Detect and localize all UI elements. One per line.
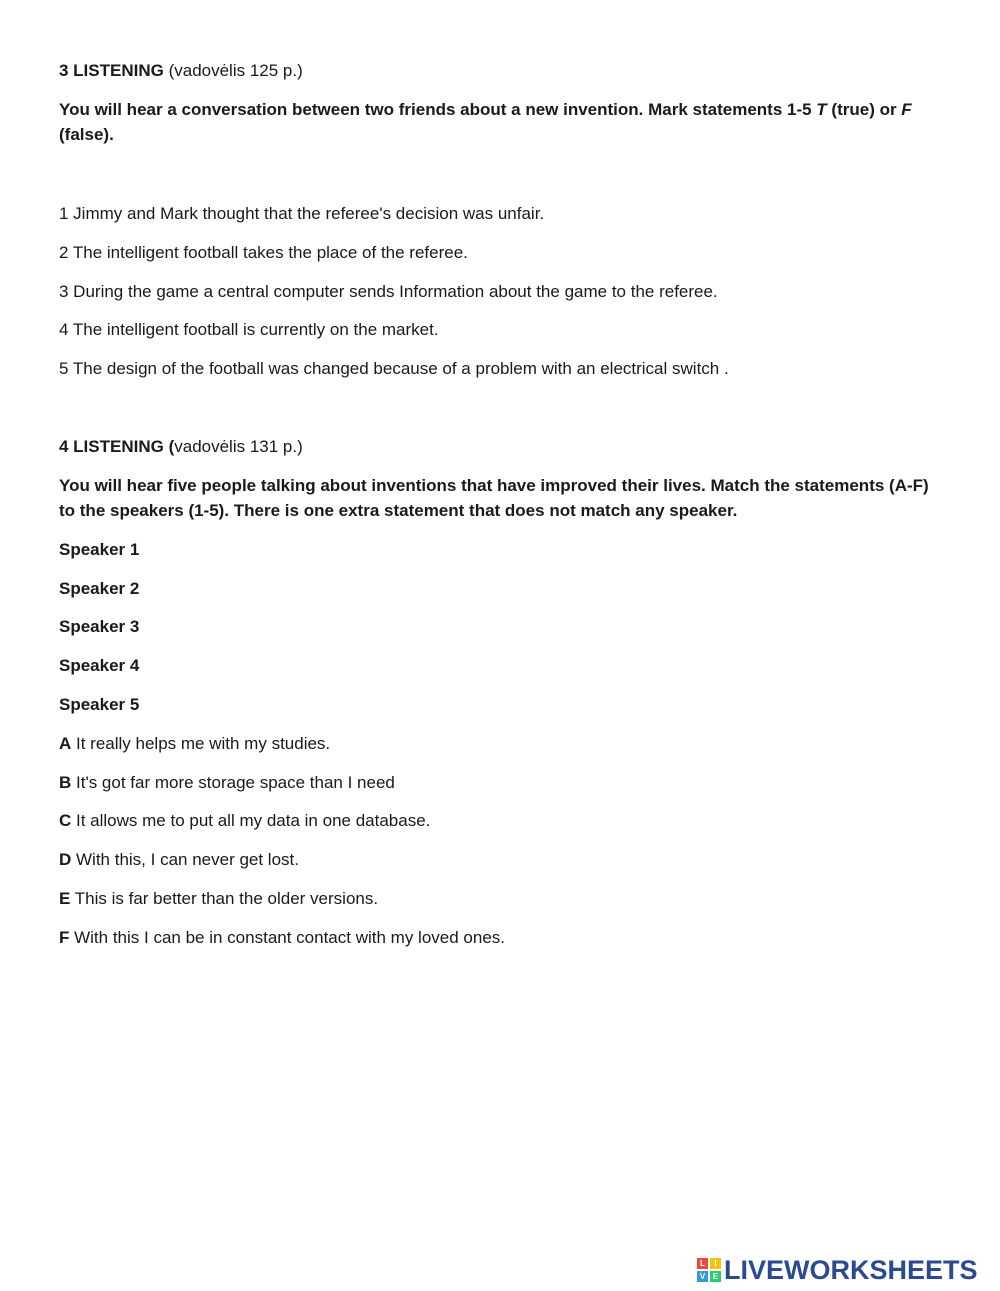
option-e [59, 886, 378, 911]
section3-instruction [59, 97, 939, 147]
option-letter: C [59, 811, 72, 830]
logo-blocks-icon [697, 1258, 721, 1282]
option-d [59, 847, 299, 872]
option-text: This is far better than the older versions. [70, 889, 379, 908]
logo-block-v: V [697, 1271, 708, 1282]
option-c [59, 808, 430, 833]
statement-4: 4 The intelligent football is currently on the market. [59, 320, 439, 339]
section3-instruction-part: (false). [59, 125, 114, 144]
section4-instruction: You will hear five people talking about inventions that have improved their lives. Match the statements (A-F) to the speakers (1-5). There is one extra statement that does not match any speaker. [59, 476, 929, 520]
section4-heading-ref: vadovėlis 131 p.) [174, 437, 303, 456]
option-b [59, 770, 395, 795]
option-text: It really helps me with my studies. [71, 734, 331, 753]
speaker-4: Speaker 4 [59, 656, 140, 675]
speaker-5: Speaker 5 [59, 695, 140, 714]
option-letter: F [59, 928, 70, 947]
option-f [59, 925, 505, 950]
option-text: It allows me to put all my data in one database. [71, 811, 431, 830]
true-letter: T [816, 100, 827, 119]
logo-block-e: E [710, 1271, 721, 1282]
option-a [59, 731, 330, 756]
section3-heading-ref: (vadovėlis 125 p.) [163, 61, 303, 80]
option-text: It's got far more storage space than I need [71, 773, 395, 792]
statement-1: 1 Jimmy and Mark thought that the referee's decision was unfair. [59, 204, 545, 223]
speaker-1: Speaker 1 [59, 540, 140, 559]
option-letter: D [59, 850, 72, 869]
option-letter: A [59, 734, 72, 753]
option-letter: B [59, 773, 72, 792]
statement-2: 2 The intelligent football takes the place of the referee. [59, 243, 468, 262]
section4-heading-title: 4 LISTENING ( [59, 437, 175, 456]
option-text: With this, I can never get lost. [71, 850, 299, 869]
section3-heading-title: 3 LISTENING [59, 61, 164, 80]
section4-heading [59, 434, 303, 459]
false-letter: F [901, 100, 912, 119]
logo-block-l: L [697, 1258, 708, 1269]
option-text: With this I can be in constant contact with my loved ones. [69, 928, 505, 947]
section3-instruction-part: (true) or [826, 100, 902, 119]
speaker-2: Speaker 2 [59, 579, 140, 598]
statement-3: 3 During the game a central computer sends Information about the game to the referee. [59, 282, 718, 301]
speaker-3: Speaker 3 [59, 617, 140, 636]
liveworksheets-logo [697, 1255, 978, 1285]
statement-5: 5 The design of the football was changed because of a problem with an electrical switch . [59, 359, 729, 378]
section3-heading [59, 58, 303, 83]
option-letter: E [59, 889, 71, 908]
logo-text: LIVEWORKSHEETS [724, 1254, 978, 1285]
logo-block-i: I [710, 1258, 721, 1269]
section3-instruction-part: You will hear a conversation between two friends about a new invention. Mark statements 1-5 [59, 100, 817, 119]
